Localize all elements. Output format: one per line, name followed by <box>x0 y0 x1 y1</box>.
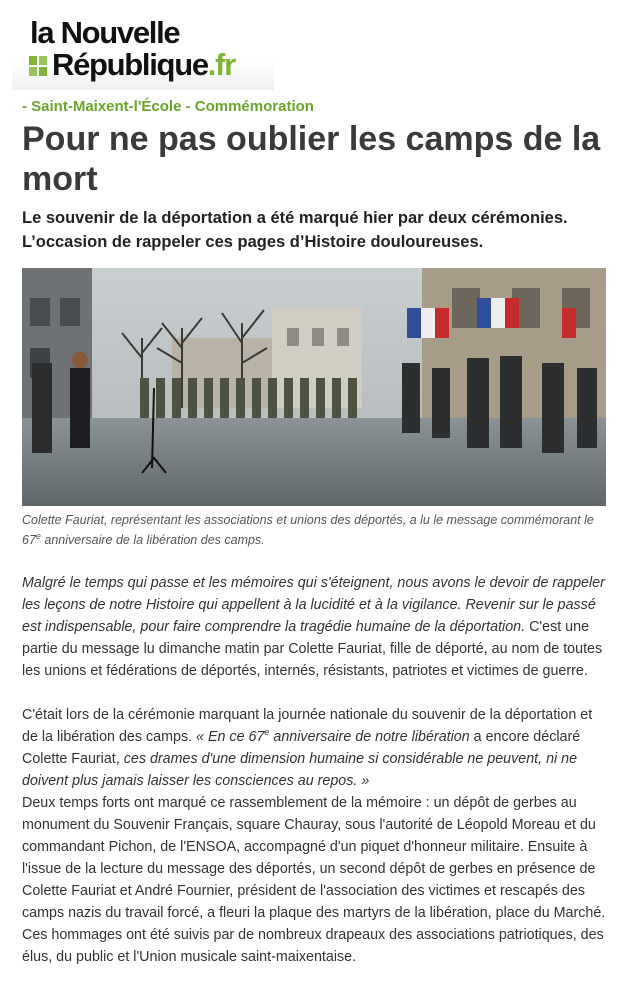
paragraph-2-attrib: a encore déclaré Colette Fauriat, <box>22 729 581 767</box>
photo-caption <box>22 510 607 550</box>
section-kicker[interactable]: - Saint-Maixent-l'École - Commémoration <box>22 98 314 115</box>
site-logo[interactable] <box>12 14 274 90</box>
caption-text: Colette Fauriat, représentant les associations et unions des déportés, a lu le message commémorant le 67 <box>22 513 594 547</box>
nr-square-logo-icon <box>29 56 47 76</box>
ceremony-photo-illustration <box>22 268 606 506</box>
quote-part-c: ces drames d'une dimension humaine si considérable ne peuvent, ni ne doivent plus jamais laisser les consciences au repos. » <box>22 751 578 789</box>
article-body <box>22 572 612 968</box>
quote-part-b: anniversaire de notre libération <box>269 729 470 745</box>
paragraph-2 <box>22 704 612 792</box>
paragraph-2-intro: C'était lors de la cérémonie marquant la journée nationale du souvenir de la déportation et de la libération des camps. <box>22 707 593 745</box>
logo-line1: la Nouvelle <box>30 15 180 50</box>
logo-name: République <box>52 47 208 82</box>
quote-sup: e <box>264 727 270 738</box>
article-lead: Le souvenir de la déportation a été marqué hier par deux cérémonies. L’occasion de rappeler ces pages d’Histoire douloureuses. <box>22 209 568 251</box>
paragraph-1-rest: C'est une partie du message lu dimanche matin par Colette Fauriat, fille de déporté, au nom de toutes les unions et fédérations de déportés, internés, résistants, patriotes et victimes de guerre. <box>22 619 603 679</box>
article-headline: Pour ne pas oublier les camps de la mort <box>22 120 601 198</box>
paragraph-3: Deux temps forts ont marqué ce rassemblement de la mémoire : un dépôt de gerbes au monument du Souvenir Français, square Chauray, sous l'autorité de Léopold Moreau et du commandant Pichon, de l'ENSOA, accompagné d'un piquet d'honneur militaire. Ensuite à l'issue de la lecture du message des déportés, un second dépôt de gerbes en présence de Colette Fauriat et André Fournier, président de l'association des victimes et rescapés des camps nazis du travail forcé, a fleuri la plaque des martyrs de la libération, place du Marché. Ces hommages ont été suivis par de nombreux drapeaux des associations patriotiques, des élus, du public et l'Union musicale saint-maixentaise. <box>22 795 606 965</box>
quote-italic: Malgré le temps qui passe et les mémoires qui s'éteignent, nous avons le devoir de rappeler les leçons de notre Histoire qui appellent à la lucidité et à la vigilance. Revenir sur le passé est indispensable, pour faire comprendre la tragédie humaine de la déportation. <box>22 575 605 635</box>
quote-part-a: « En ce 67 <box>196 729 265 745</box>
logo-line2 <box>52 48 235 82</box>
paragraph-1 <box>22 572 612 682</box>
caption-text-end: anniversaire de la libération des camps. <box>40 533 265 547</box>
ceremony-photo <box>22 268 606 506</box>
logo-tld: .fr <box>207 47 235 82</box>
caption-sup: e <box>35 530 41 541</box>
